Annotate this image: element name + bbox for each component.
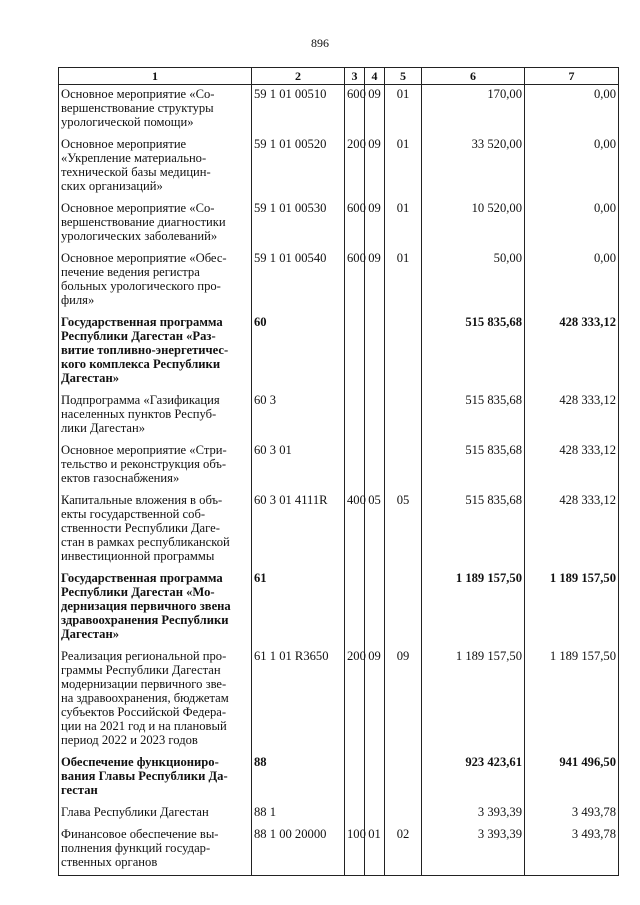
code-cell: 88 — [252, 753, 345, 803]
column-header: 4 — [365, 68, 385, 85]
amount-col6-cell: 33 520,00 — [422, 135, 525, 199]
code-cell: 88 1 — [252, 803, 345, 825]
subsection-cell — [365, 803, 385, 825]
item-name-cell: Глава Республики Дагестан — [59, 803, 252, 825]
item-name-cell: Основное мероприятие «Обес- печение ведения регистра больных урологического про- филя» — [59, 249, 252, 313]
item-cell: 09 — [385, 647, 422, 753]
page-number: 896 — [311, 36, 329, 50]
amount-col6-cell: 515 835,68 — [422, 391, 525, 441]
subsection-cell: 09 — [365, 647, 385, 753]
table-row — [59, 135, 619, 199]
table-row — [59, 441, 619, 491]
subsection-cell: 05 — [365, 491, 385, 569]
code-cell: 60 3 01 4111R — [252, 491, 345, 569]
amount-col6-cell: 50,00 — [422, 249, 525, 313]
amount-col7-cell: 941 496,50 — [525, 753, 619, 803]
section-cell: 200 — [345, 135, 365, 199]
subsection-cell — [365, 753, 385, 803]
column-header: 5 — [385, 68, 422, 85]
item-name-cell: Основное мероприятие «Со- вершенствование структуры урологической помощи» — [59, 85, 252, 136]
subsection-cell — [365, 441, 385, 491]
item-cell — [385, 753, 422, 803]
item-cell — [385, 803, 422, 825]
subsection-cell — [365, 569, 385, 647]
item-name-cell: Обеспечение функциониро- вания Главы Республики Да- гестан — [59, 753, 252, 803]
subsection-cell: 01 — [365, 825, 385, 876]
table-row — [59, 647, 619, 753]
amount-col6-cell: 515 835,68 — [422, 491, 525, 569]
budget-table — [58, 67, 619, 876]
item-cell — [385, 313, 422, 391]
item-cell — [385, 391, 422, 441]
item-name-cell: Государственная программа Республики Дагестан «Мо- дернизация первичного звена здравоохранения Республики Дагестан» — [59, 569, 252, 647]
section-cell: 100 — [345, 825, 365, 876]
section-cell: 600 — [345, 249, 365, 313]
column-header: 2 — [252, 68, 345, 85]
item-cell: 02 — [385, 825, 422, 876]
item-cell: 05 — [385, 491, 422, 569]
table-row — [59, 391, 619, 441]
item-name-cell: Реализация региональной про- граммы Республики Дагестан модернизации первичного зве- на здравоохранения, бюджетам субъектов Российской Федера- ции на 2021 год и на плановый период 2022 и 2023 годов — [59, 647, 252, 753]
amount-col6-cell: 515 835,68 — [422, 441, 525, 491]
column-header: 3 — [345, 68, 365, 85]
section-cell: 600 — [345, 199, 365, 249]
code-cell: 61 1 01 R3650 — [252, 647, 345, 753]
table-row — [59, 825, 619, 876]
code-cell: 88 1 00 20000 — [252, 825, 345, 876]
code-cell: 60 3 01 — [252, 441, 345, 491]
code-cell: 59 1 01 00510 — [252, 85, 345, 136]
amount-col7-cell: 1 189 157,50 — [525, 569, 619, 647]
table-row — [59, 803, 619, 825]
amount-col6-cell: 923 423,61 — [422, 753, 525, 803]
column-header: 6 — [422, 68, 525, 85]
section-cell — [345, 753, 365, 803]
item-cell — [385, 441, 422, 491]
item-name-cell: Капитальные вложения в объ- екты государственной соб- ственности Республики Даге- стан в рамках республиканской инвестиционной программы — [59, 491, 252, 569]
subsection-cell — [365, 313, 385, 391]
table-row — [59, 85, 619, 136]
section-cell — [345, 569, 365, 647]
section-cell — [345, 803, 365, 825]
amount-col7-cell: 428 333,12 — [525, 441, 619, 491]
subsection-cell: 09 — [365, 135, 385, 199]
section-cell: 200 — [345, 647, 365, 753]
code-cell: 60 3 — [252, 391, 345, 441]
subsection-cell: 09 — [365, 249, 385, 313]
item-cell: 01 — [385, 199, 422, 249]
item-cell: 01 — [385, 249, 422, 313]
item-cell — [385, 569, 422, 647]
column-header: 1 — [59, 68, 252, 85]
subsection-cell: 09 — [365, 85, 385, 136]
amount-col6-cell: 10 520,00 — [422, 199, 525, 249]
code-cell: 59 1 01 00520 — [252, 135, 345, 199]
amount-col6-cell: 515 835,68 — [422, 313, 525, 391]
amount-col7-cell: 428 333,12 — [525, 491, 619, 569]
amount-col6-cell: 1 189 157,50 — [422, 569, 525, 647]
code-cell: 59 1 01 00540 — [252, 249, 345, 313]
table-row — [59, 753, 619, 803]
amount-col6-cell: 3 393,39 — [422, 825, 525, 876]
section-cell — [345, 441, 365, 491]
section-cell — [345, 391, 365, 441]
amount-col7-cell: 3 493,78 — [525, 825, 619, 876]
code-cell: 61 — [252, 569, 345, 647]
amount-col7-cell: 1 189 157,50 — [525, 647, 619, 753]
section-cell: 400 — [345, 491, 365, 569]
amount-col6-cell: 1 189 157,50 — [422, 647, 525, 753]
item-name-cell: Государственная программа Республики Дагестан «Раз- витие топливно-энергетичес- кого комплекса Республики Дагестан» — [59, 313, 252, 391]
item-name-cell: Финансовое обеспечение вы- полнения функций государ- ственных органов — [59, 825, 252, 876]
amount-col6-cell: 3 393,39 — [422, 803, 525, 825]
table-row — [59, 199, 619, 249]
amount-col7-cell: 3 493,78 — [525, 803, 619, 825]
table-row — [59, 313, 619, 391]
amount-col7-cell: 0,00 — [525, 85, 619, 136]
table-header-row — [59, 68, 619, 85]
amount-col7-cell: 0,00 — [525, 249, 619, 313]
item-name-cell: Основное мероприятие «Со- вершенствование диагностики урологических заболеваний» — [59, 199, 252, 249]
code-cell: 60 — [252, 313, 345, 391]
column-header: 7 — [525, 68, 619, 85]
item-name-cell: Основное мероприятие «Стри- тельство и реконструкция объ- ектов газоснабжения» — [59, 441, 252, 491]
item-cell: 01 — [385, 85, 422, 136]
item-name-cell: Основное мероприятие «Укрепление материально- технической базы медицин- ских организаций» — [59, 135, 252, 199]
subsection-cell — [365, 391, 385, 441]
table-row — [59, 491, 619, 569]
amount-col7-cell: 428 333,12 — [525, 313, 619, 391]
item-name-cell: Подпрограмма «Газификация населенных пунктов Респуб- лики Дагестан» — [59, 391, 252, 441]
amount-col6-cell: 170,00 — [422, 85, 525, 136]
section-cell — [345, 313, 365, 391]
table-row — [59, 569, 619, 647]
item-cell: 01 — [385, 135, 422, 199]
amount-col7-cell: 0,00 — [525, 199, 619, 249]
amount-col7-cell: 428 333,12 — [525, 391, 619, 441]
table-row — [59, 249, 619, 313]
amount-col7-cell: 0,00 — [525, 135, 619, 199]
subsection-cell: 09 — [365, 199, 385, 249]
section-cell: 600 — [345, 85, 365, 136]
code-cell: 59 1 01 00530 — [252, 199, 345, 249]
